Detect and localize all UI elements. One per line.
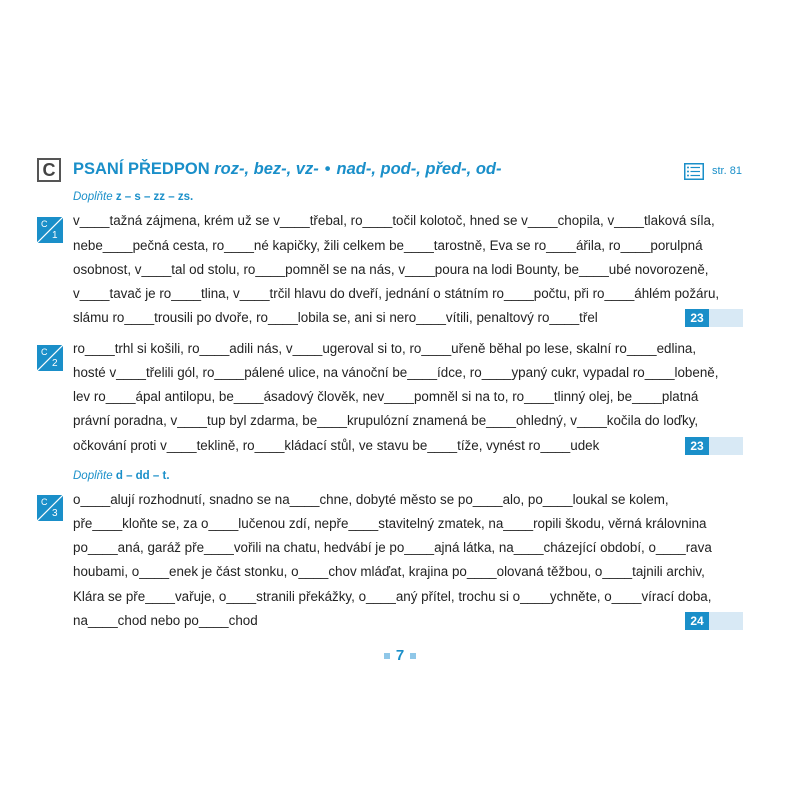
badge-number: 2: [52, 358, 58, 369]
score-2: 23: [685, 437, 709, 455]
exercise-3-line-1: o____alují rozhodnutí, snadno se na____chne, dobyté město se po____alo, po____loukal se kolem,: [73, 492, 669, 507]
instruction-2-prefix: Doplňte: [73, 470, 116, 482]
exercise-1-line-2: nebe____pečná cesta, ro____né kapičky, žili celkem be____tarostně, Eva se ro____ářila, ro____porulpná: [73, 238, 703, 253]
badge-letter: C: [41, 347, 48, 357]
page-number-value: 7: [395, 647, 405, 664]
exercise-1-line-5: slámu ro____trousili po dvoře, ro____lobila se, ani si nero____vítili, penaltový ro____třel: [73, 310, 598, 325]
exercise-3-line-5: Klára se pře____vařuje, o____stranili překážky, o____aný přítel, trochu si o____ychněte, o____vírací doba,: [73, 589, 712, 604]
page-reference: str. 81: [712, 165, 742, 177]
section-title: [73, 160, 501, 179]
exercise-2-line-2: hosté v____třelili gól, ro____pálené ulice, na vánoční be____ídce, ro____ypaný cukr, vypadal ro____lobeně,: [73, 365, 719, 380]
page-number-deco-left: [384, 653, 390, 659]
exercise-3-line-6: na____chod nebo po____chod: [73, 613, 258, 628]
exercise-1-line-3: osobnost, v____tal od stolu, ro____pomněl se na nás, v____poura na lodi Bounty, be____ubé novorozeně,: [73, 262, 709, 277]
instruction-1: [73, 191, 193, 203]
exercise-badge-c2: [37, 345, 63, 371]
badge-letter: C: [41, 219, 48, 229]
score-bar-1: [685, 309, 743, 327]
exercise-3-line-2: pře____kloňte se, za o____lučenou zdí, nepře____stavitelný zmatek, na____ropili škodu, věrná královnina: [73, 516, 707, 531]
instruction-1-prefix: Doplňte: [73, 191, 116, 203]
exercise-2-line-3: lev ro____ápal antilopu, be____ásadový člověk, nev____pomněl si na to, ro____tlinný olej, be____platná: [73, 389, 699, 404]
score-bar-2: [685, 437, 743, 455]
exercise-2-line-5: očkování proti v____teklině, ro____kládací stůl, ve stavu be____tíže, vynést ro____udek: [73, 438, 600, 453]
title-bullet: •: [324, 160, 331, 178]
badge-letter: C: [41, 497, 48, 507]
exercise-1-line-1: v____tažná zájmena, krém už se v____třebal, ro____točil kolotoč, hned se v____chopila, v____tlaková síla,: [73, 213, 715, 228]
title-italic-1: roz-, bez-, vz-: [214, 160, 319, 178]
instruction-1-letters: z – s – zz – zs.: [115, 191, 194, 203]
exercise-2-line-4: právní poradna, v____tup byl zdarma, be____krupulózní znamená be____ohledný, v____kočila do loďky,: [73, 413, 699, 428]
badge-number: 1: [52, 230, 58, 241]
exercise-2-line-1: ro____trhl si košili, ro____adili nás, v____ugeroval si to, ro____uřeně běhal po lese, skalní ro____edlina,: [73, 341, 697, 356]
exercise-3-line-3: po____aná, garáž pře____vořili na chatu, hedvábí je po____ajná látka, na____cházející období, o____rava: [73, 540, 712, 555]
score-bar-3: [685, 612, 743, 630]
exercise-badge-c1: [37, 217, 63, 243]
page-number-deco-right: [410, 653, 416, 659]
book-reference-icon: [684, 163, 704, 180]
badge-number: 3: [52, 508, 58, 519]
title-italic-2: nad-, pod-, před-, od-: [336, 160, 502, 178]
exercise-badge-c3: [37, 495, 63, 521]
score-1: 23: [685, 309, 709, 327]
exercise-3-line-4: houbami, o____enek je část stonku, o____chov mláďat, krajina po____olovaná těžbou, o____tajnili archiv,: [73, 564, 705, 579]
section-letter-box: C: [37, 158, 61, 182]
exercise-1-line-4: v____tavač je ro____tlina, v____trčil hlavu do dveří, jednání o státním ro____počtu, při ro____áhlém požáru,: [73, 286, 720, 301]
title-plain: PSANÍ PŘEDPON: [73, 160, 215, 178]
instruction-2: [73, 470, 170, 482]
score-3: 24: [685, 612, 709, 630]
page-number: [0, 647, 800, 664]
instruction-2-letters: d – dd – t.: [115, 470, 170, 482]
